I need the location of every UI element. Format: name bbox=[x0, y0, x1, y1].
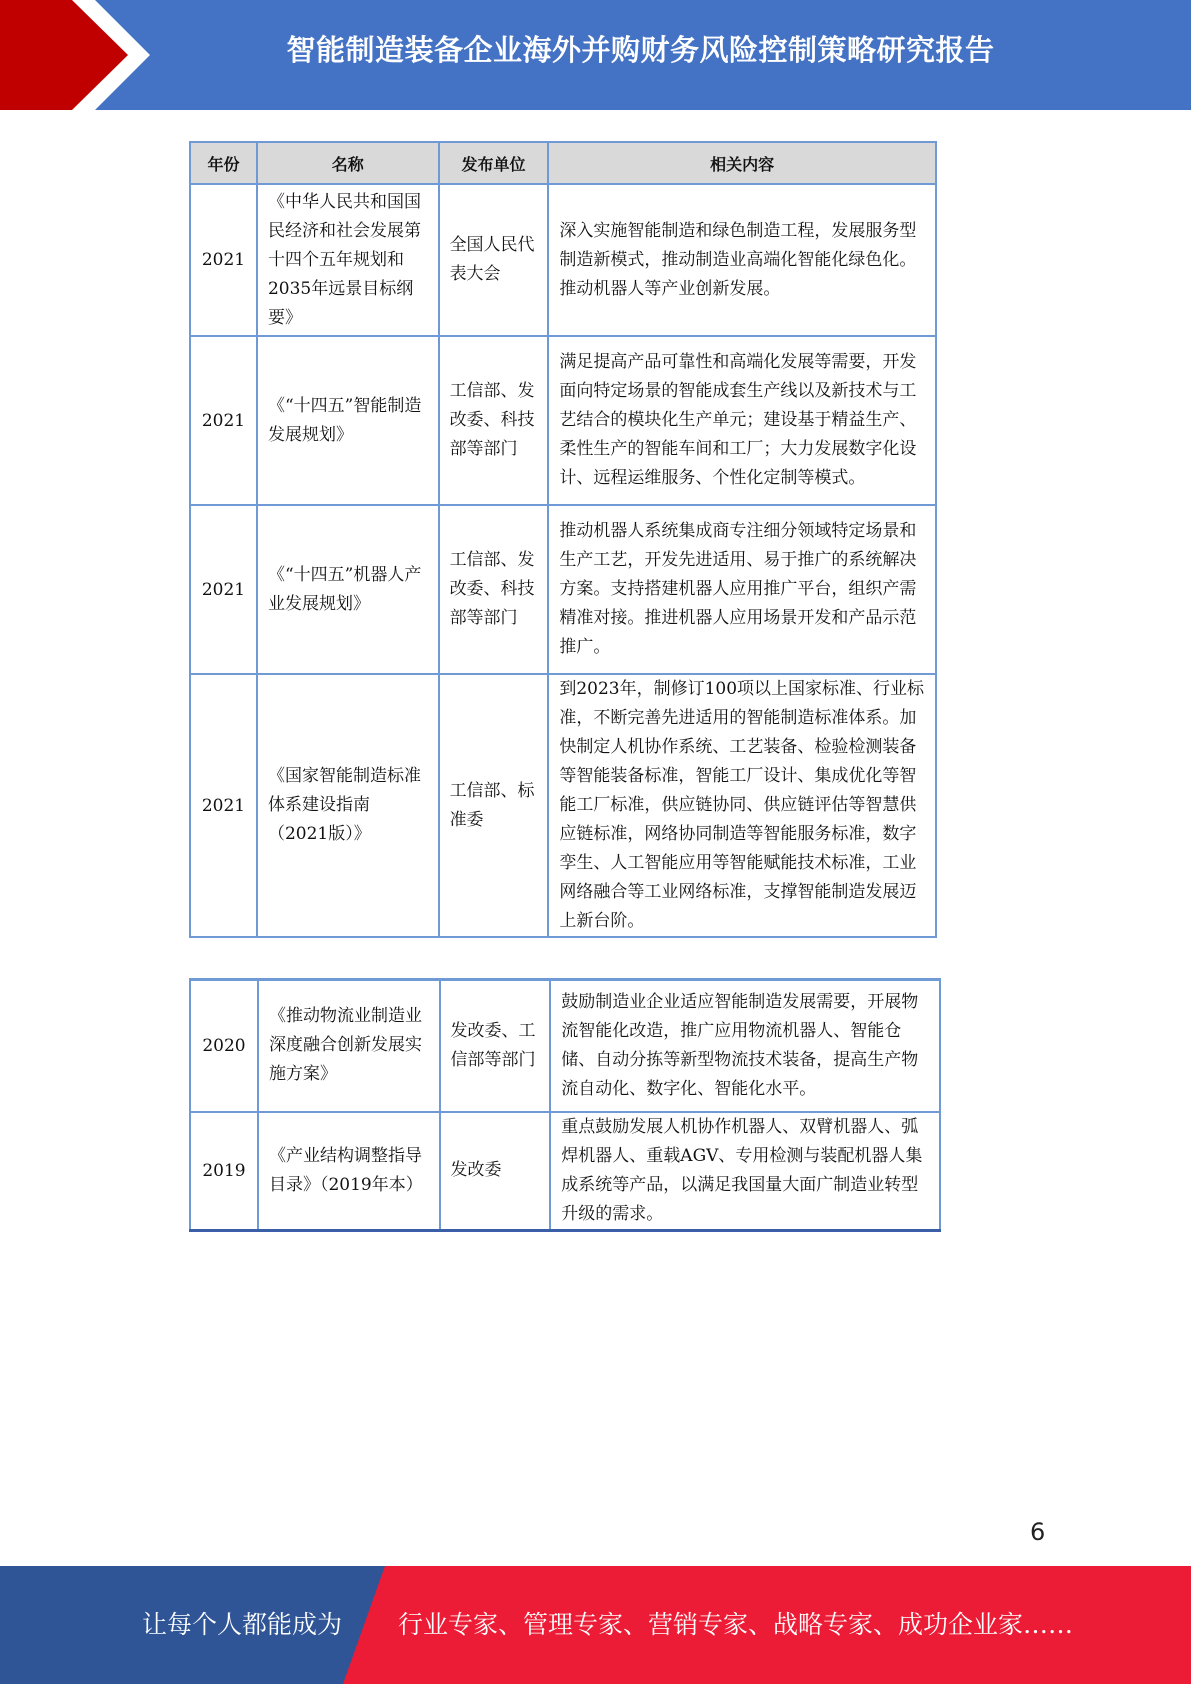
row-year: 2021 bbox=[190, 674, 257, 937]
col-header-name: 名称 bbox=[257, 142, 439, 184]
header-chevron-red bbox=[0, 0, 150, 110]
policy-table-continued bbox=[189, 978, 941, 1232]
col-header-year: 年份 bbox=[190, 142, 257, 184]
page-footer bbox=[0, 1566, 1191, 1684]
page-number: 6 bbox=[1030, 1518, 1046, 1546]
row-content: 重点鼓励发展人机协作机器人、双臂机器人、弧焊机器人、重载AGV、专用检测与装配机器人集成系统等产品，以满足我国量大面广制造业转型升级的需求。 bbox=[550, 1112, 940, 1231]
row-content: 满足提高产品可靠性和高端化发展等需要，开发面向特定场景的智能成套生产线以及新技术与工艺结合的模块化生产单元；建设基于精益生产、柔性生产的智能车间和工厂；大力发展数字化设计、远程运维服务、个性化定制等模式。 bbox=[548, 336, 936, 505]
col-header-content: 相关内容 bbox=[548, 142, 936, 184]
row-year: 2021 bbox=[190, 184, 257, 336]
row-publisher: 发改委、工信部等部门 bbox=[440, 980, 551, 1112]
row-year: 2019 bbox=[190, 1112, 258, 1231]
policy-table bbox=[189, 141, 937, 938]
row-publisher: 全国人民代表大会 bbox=[439, 184, 549, 336]
footer-slogan-right: 行业专家、管理专家、营销专家、战略专家、成功企业家…… bbox=[398, 1610, 1074, 1639]
row-year: 2021 bbox=[190, 505, 257, 674]
row-name: 《“十四五”智能制造发展规划》 bbox=[257, 336, 439, 505]
col-header-publisher: 发布单位 bbox=[439, 142, 549, 184]
table-row bbox=[190, 336, 936, 505]
row-content: 到2023年，制修订100项以上国家标准、行业标准，不断完善先进适用的智能制造标准体系。加快制定人机协作系统、工艺装备、检验检测装备等智能装备标准，智能工厂设计、集成优化等智能工厂标准，供应链协同、供应链评估等智慧供应链标准，网络协同制造等智能服务标准，数字孪生、人工智能应用等智能赋能技术标准，工业网络融合等工业网络标准，支撑智能制造发展迈上新台阶。 bbox=[548, 674, 936, 937]
table-row bbox=[190, 980, 940, 1112]
footer-slogan-left: 让每个人都能成为 bbox=[142, 1610, 343, 1639]
row-publisher: 工信部、发改委、科技部等部门 bbox=[439, 336, 549, 505]
row-publisher: 工信部、发改委、科技部等部门 bbox=[439, 505, 549, 674]
row-name: 《“十四五”机器人产业发展规划》 bbox=[257, 505, 439, 674]
row-name: 《推动物流业制造业深度融合创新发展实施方案》 bbox=[258, 980, 440, 1112]
table-row bbox=[190, 674, 936, 937]
report-title: 智能制造装备企业海外并购财务风险控制策略研究报告 bbox=[286, 33, 995, 67]
row-content: 推动机器人系统集成商专注细分领域特定场景和生产工艺，开发先进适用、易于推广的系统解决方案。支持搭建机器人应用推广平台，组织产需精准对接。推进机器人应用场景开发和产品示范推广。 bbox=[548, 505, 936, 674]
row-content: 鼓励制造业企业适应智能制造发展需要，开展物流智能化改造，推广应用物流机器人、智能仓储、自动分拣等新型物流技术装备，提高生产物流自动化、数字化、智能化水平。 bbox=[550, 980, 940, 1112]
row-name: 《国家智能制造标准体系建设指南（2021版）》 bbox=[257, 674, 439, 937]
table-row bbox=[190, 505, 936, 674]
row-publisher: 工信部、标准委 bbox=[439, 674, 549, 937]
table-row bbox=[190, 184, 936, 336]
row-year: 2021 bbox=[190, 336, 257, 505]
row-name: 《中华人民共和国国民经济和社会发展第十四个五年规划和2035年远景目标纲要》 bbox=[257, 184, 439, 336]
row-year: 2020 bbox=[190, 980, 258, 1112]
row-publisher: 发改委 bbox=[440, 1112, 551, 1231]
page-header bbox=[0, 0, 1191, 110]
table-header-row bbox=[190, 142, 936, 184]
table-row bbox=[190, 1112, 940, 1231]
row-content: 深入实施智能制造和绿色制造工程，发展服务型制造新模式，推动制造业高端化智能化绿色化。推动机器人等产业创新发展。 bbox=[548, 184, 936, 336]
row-name: 《产业结构调整指导目录》（2019年本） bbox=[258, 1112, 440, 1231]
